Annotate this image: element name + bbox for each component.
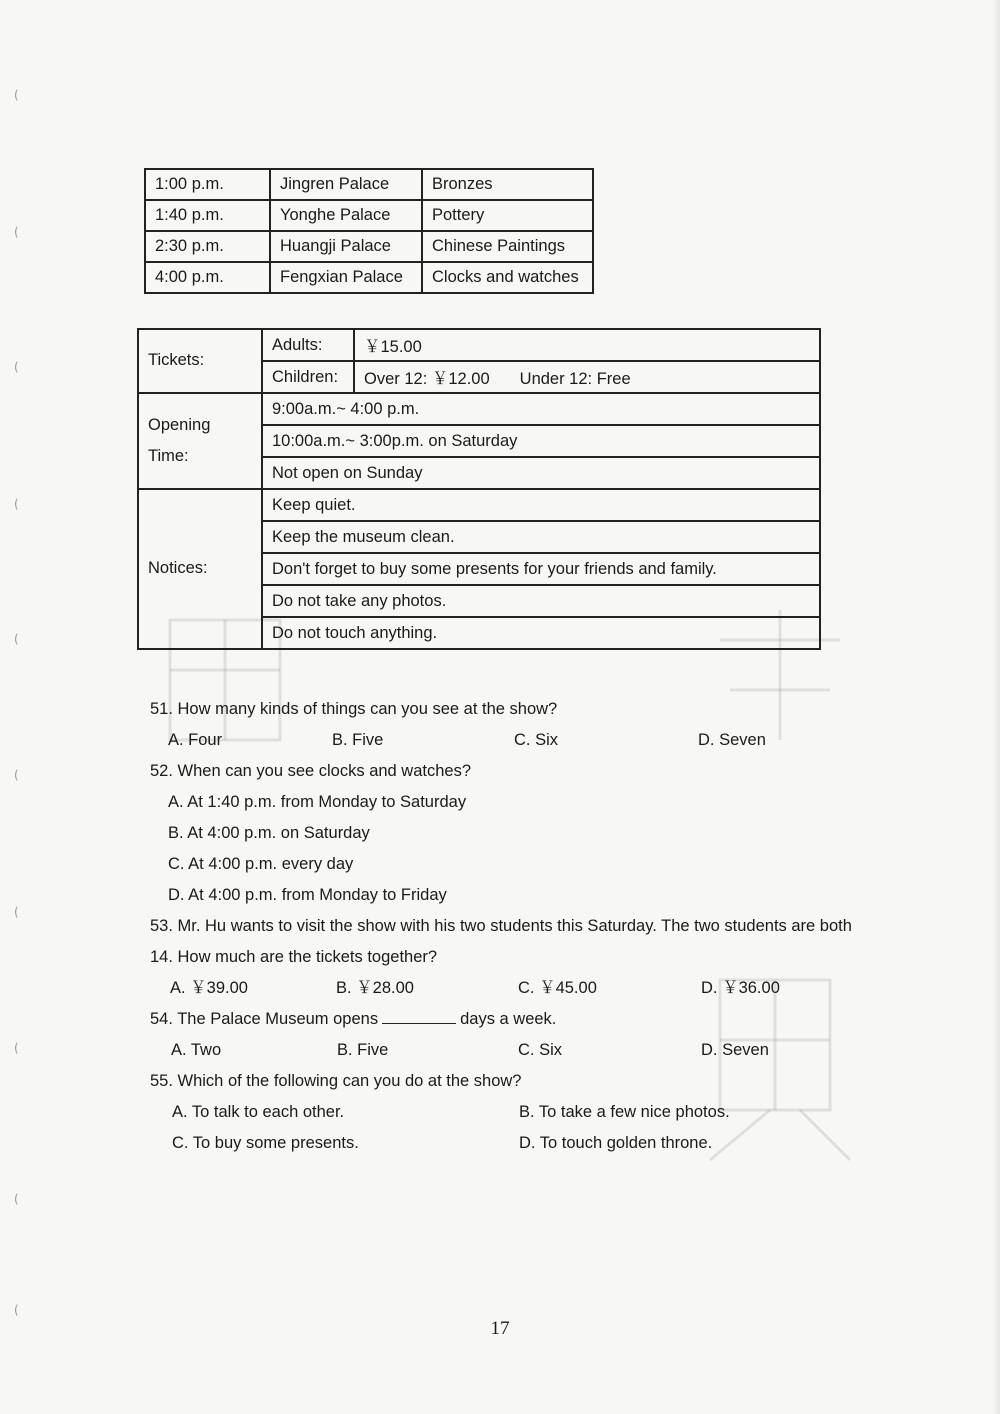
- question-51: 51. How many kinds of things can you see at the show?: [150, 700, 558, 718]
- binding-mark: (: [14, 1041, 19, 1055]
- table-row: [138, 329, 820, 361]
- opening-label-line: Opening: [148, 415, 211, 434]
- option-b[interactable]: B. To take a few nice photos.: [519, 1103, 730, 1121]
- question-54-text-end: days a week.: [460, 1010, 557, 1028]
- question-55-options-row2: [150, 1128, 910, 1159]
- question-53: 53. Mr. Hu wants to visit the show with his two students this Saturday. The two students are both: [150, 917, 852, 935]
- notice-item: Keep the museum clean.: [262, 521, 820, 553]
- children-label: Children:: [262, 361, 354, 393]
- binding-mark: (: [14, 360, 19, 374]
- binding-mark: (: [14, 225, 19, 239]
- binding-mark: (: [14, 497, 19, 511]
- option-b[interactable]: B. At 4:00 p.m. on Saturday: [168, 824, 370, 842]
- opening-hours: 10:00a.m.~ 3:00p.m. on Saturday: [262, 425, 820, 457]
- page-number: 17: [490, 1318, 510, 1339]
- option-c[interactable]: C. Six: [514, 731, 559, 749]
- opening-hours: 9:00a.m.~ 4:00 p.m.: [262, 393, 820, 425]
- notice-item: Do not take any photos.: [262, 585, 820, 617]
- schedule-item: Chinese Paintings: [422, 231, 593, 262]
- schedule-time: 1:40 p.m.: [145, 200, 270, 231]
- schedule-item: Clocks and watches: [422, 262, 593, 293]
- option-d[interactable]: D. Seven: [698, 731, 766, 749]
- answer-blank: [382, 1009, 456, 1024]
- question-54: [150, 1004, 910, 1035]
- tickets-label: Tickets:: [138, 329, 262, 393]
- option-a[interactable]: A. At 1:40 p.m. from Monday to Saturday: [168, 793, 467, 811]
- option-b[interactable]: B. Five: [332, 731, 384, 749]
- option-c[interactable]: C. Six: [518, 1041, 563, 1059]
- schedule-palace: Huangji Palace: [270, 231, 422, 262]
- table-row: [138, 393, 820, 425]
- table-row: [145, 200, 593, 231]
- option-d[interactable]: D. Seven: [701, 1041, 769, 1059]
- question-52: 52. When can you see clocks and watches?: [150, 762, 472, 780]
- adults-label: Adults:: [262, 329, 354, 361]
- binding-mark: (: [14, 1303, 19, 1317]
- option-c[interactable]: C. ￥45.00: [518, 979, 597, 997]
- table-row: [145, 231, 593, 262]
- question-54-text: 54. The Palace Museum opens: [150, 1010, 379, 1028]
- binding-mark: (: [14, 905, 19, 919]
- museum-info-table: [137, 328, 821, 650]
- question-53-options: [150, 973, 910, 1004]
- schedule-time: 2:30 p.m.: [145, 231, 270, 262]
- notices-label: Notices:: [138, 489, 262, 649]
- notice-item: Do not touch anything.: [262, 617, 820, 649]
- option-d[interactable]: D. At 4:00 p.m. from Monday to Friday: [168, 886, 447, 904]
- notice-item: Don't forget to buy some presents for your friends and family.: [262, 553, 820, 585]
- question-55: 55. Which of the following can you do at the show?: [150, 1072, 522, 1090]
- option-a[interactable]: A. ￥39.00: [170, 979, 248, 997]
- adults-price: ￥15.00: [354, 329, 820, 361]
- binding-mark: (: [14, 632, 19, 646]
- children-price: [354, 361, 820, 393]
- option-b[interactable]: B. ￥28.00: [336, 979, 414, 997]
- question-55-options-row1: [150, 1097, 910, 1128]
- schedule-time: 1:00 p.m.: [145, 169, 270, 200]
- page-edge-shadow: [992, 0, 1000, 1414]
- exhibition-schedule-table: [144, 168, 594, 294]
- option-d[interactable]: D. To touch golden throne.: [519, 1134, 713, 1152]
- opening-hours: Not open on Sunday: [262, 457, 820, 489]
- binding-mark: (: [14, 768, 19, 782]
- option-c[interactable]: C. To buy some presents.: [172, 1134, 359, 1152]
- option-a[interactable]: A. To talk to each other.: [172, 1103, 345, 1121]
- children-under-price: Under 12: Free: [519, 370, 631, 388]
- option-b[interactable]: B. Five: [337, 1041, 389, 1059]
- option-a[interactable]: A. Four: [168, 731, 223, 749]
- table-row: [145, 169, 593, 200]
- option-c[interactable]: C. At 4:00 p.m. every day: [168, 855, 354, 873]
- schedule-time: 4:00 p.m.: [145, 262, 270, 293]
- opening-time-label: [138, 393, 262, 489]
- notice-item: Keep quiet.: [262, 489, 820, 521]
- option-a[interactable]: A. Two: [171, 1041, 222, 1059]
- table-row: [138, 489, 820, 521]
- table-row: [145, 262, 593, 293]
- schedule-palace: Jingren Palace: [270, 169, 422, 200]
- question-53-continued: 14. How much are the tickets together?: [150, 948, 438, 966]
- schedule-palace: Yonghe Palace: [270, 200, 422, 231]
- question-54-options: [150, 1035, 910, 1066]
- children-over-price: Over 12: ￥12.00: [364, 370, 490, 388]
- schedule-item: Bronzes: [422, 169, 593, 200]
- questions-section: [150, 694, 910, 1159]
- option-d[interactable]: D. ￥36.00: [701, 979, 780, 997]
- opening-label-line: Time:: [148, 447, 189, 465]
- binding-mark: (: [14, 88, 19, 102]
- schedule-palace: Fengxian Palace: [270, 262, 422, 293]
- schedule-item: Pottery: [422, 200, 593, 231]
- question-51-options: [150, 725, 910, 756]
- binding-mark: (: [14, 1192, 19, 1206]
